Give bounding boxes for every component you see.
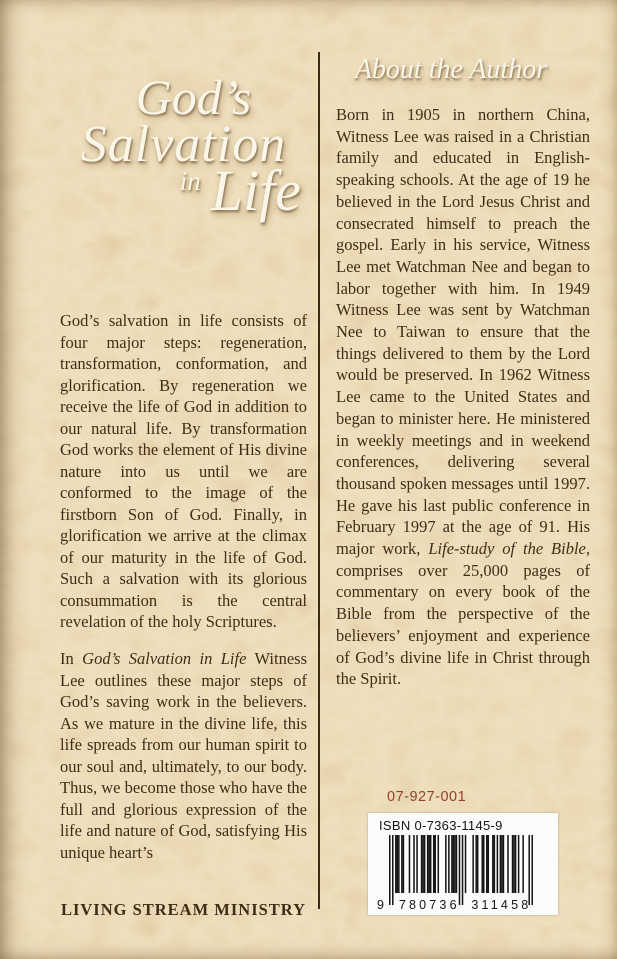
bio-work-title: Life-study of the Bible <box>428 539 586 559</box>
barcode-bars <box>389 835 533 905</box>
isbn-label: ISBN 0-7363-1145-9 <box>379 818 503 833</box>
synopsis-paragraph-1: God’s salvation in life consists of four major steps: regeneration, transformation, conformation, and glorification. By regeneration we receive the life of God in addition to our natural life. By transformation God works the element of His divine nature into us until we are conformed to the image of the firstborn Son of God. Finally, in glorification we arrive at the climax of our maturity in the life of God. Such a salvation with its glorious consummation is the central revelation of the holy Scriptures. <box>60 311 307 631</box>
author-bio <box>336 104 590 690</box>
bio-lead: Born in 1905 in northern China, Witness Lee was raised in a Christian family and educated in English-speaking schools. At the age of 19 he believed in the Lord Jesus Christ and consecrated himself to preach the gospel. Early in his service, Witness Lee met Watchman Nee and began to labor together with him. In 1949 Witness Lee was sent by Watchman Nee to Taiwan to ensure that the things delivered to them by the Lord would be preserved. In 1962 Witness Lee came to the United States and began to minister here. He ministered in weekly meetings and in weekend conferences, delivering several thousand spoken messages until 1997. He gave his last public conference in February 1997 at the age of 91. His major work, <box>336 105 590 559</box>
synopsis-paragraph-2 <box>60 648 307 863</box>
column-divider-rule <box>318 52 320 909</box>
title-word-gods: God’s <box>135 69 252 125</box>
synopsis-2-rest: Witness Lee outlines these major steps of God’s saving work in the believers. As we mature in the divine life, this life spreads from our human spirit to our soul and, ultimately, to our body. Thus, we become those who have the full and glorious expression of the life and nature of God, satisfying His unique heart’s <box>60 649 307 862</box>
bio-rest: , comprises over 25,000 pages of commentary on every book of the Bible from the perspective of the believers’ enjoyment and experience of God’s divine life in Christ through the Spirit. <box>336 539 590 689</box>
book-title <box>60 70 307 222</box>
synopsis-2-lead: In <box>60 649 83 668</box>
title-word-salvation: Salvation <box>80 116 287 173</box>
about-the-author-heading: About the Author <box>354 54 548 85</box>
barcode-panel <box>368 813 558 915</box>
synopsis-book-title: God’s Salvation in Life <box>82 649 247 668</box>
title-word-in: in <box>179 166 201 196</box>
publisher-name: LIVING STREAM MINISTRY <box>60 900 307 919</box>
title-word-life: Life <box>210 158 301 223</box>
barcode-digits: 9 780736 311458 <box>377 898 532 912</box>
product-code: 07-927-001 <box>387 789 467 805</box>
